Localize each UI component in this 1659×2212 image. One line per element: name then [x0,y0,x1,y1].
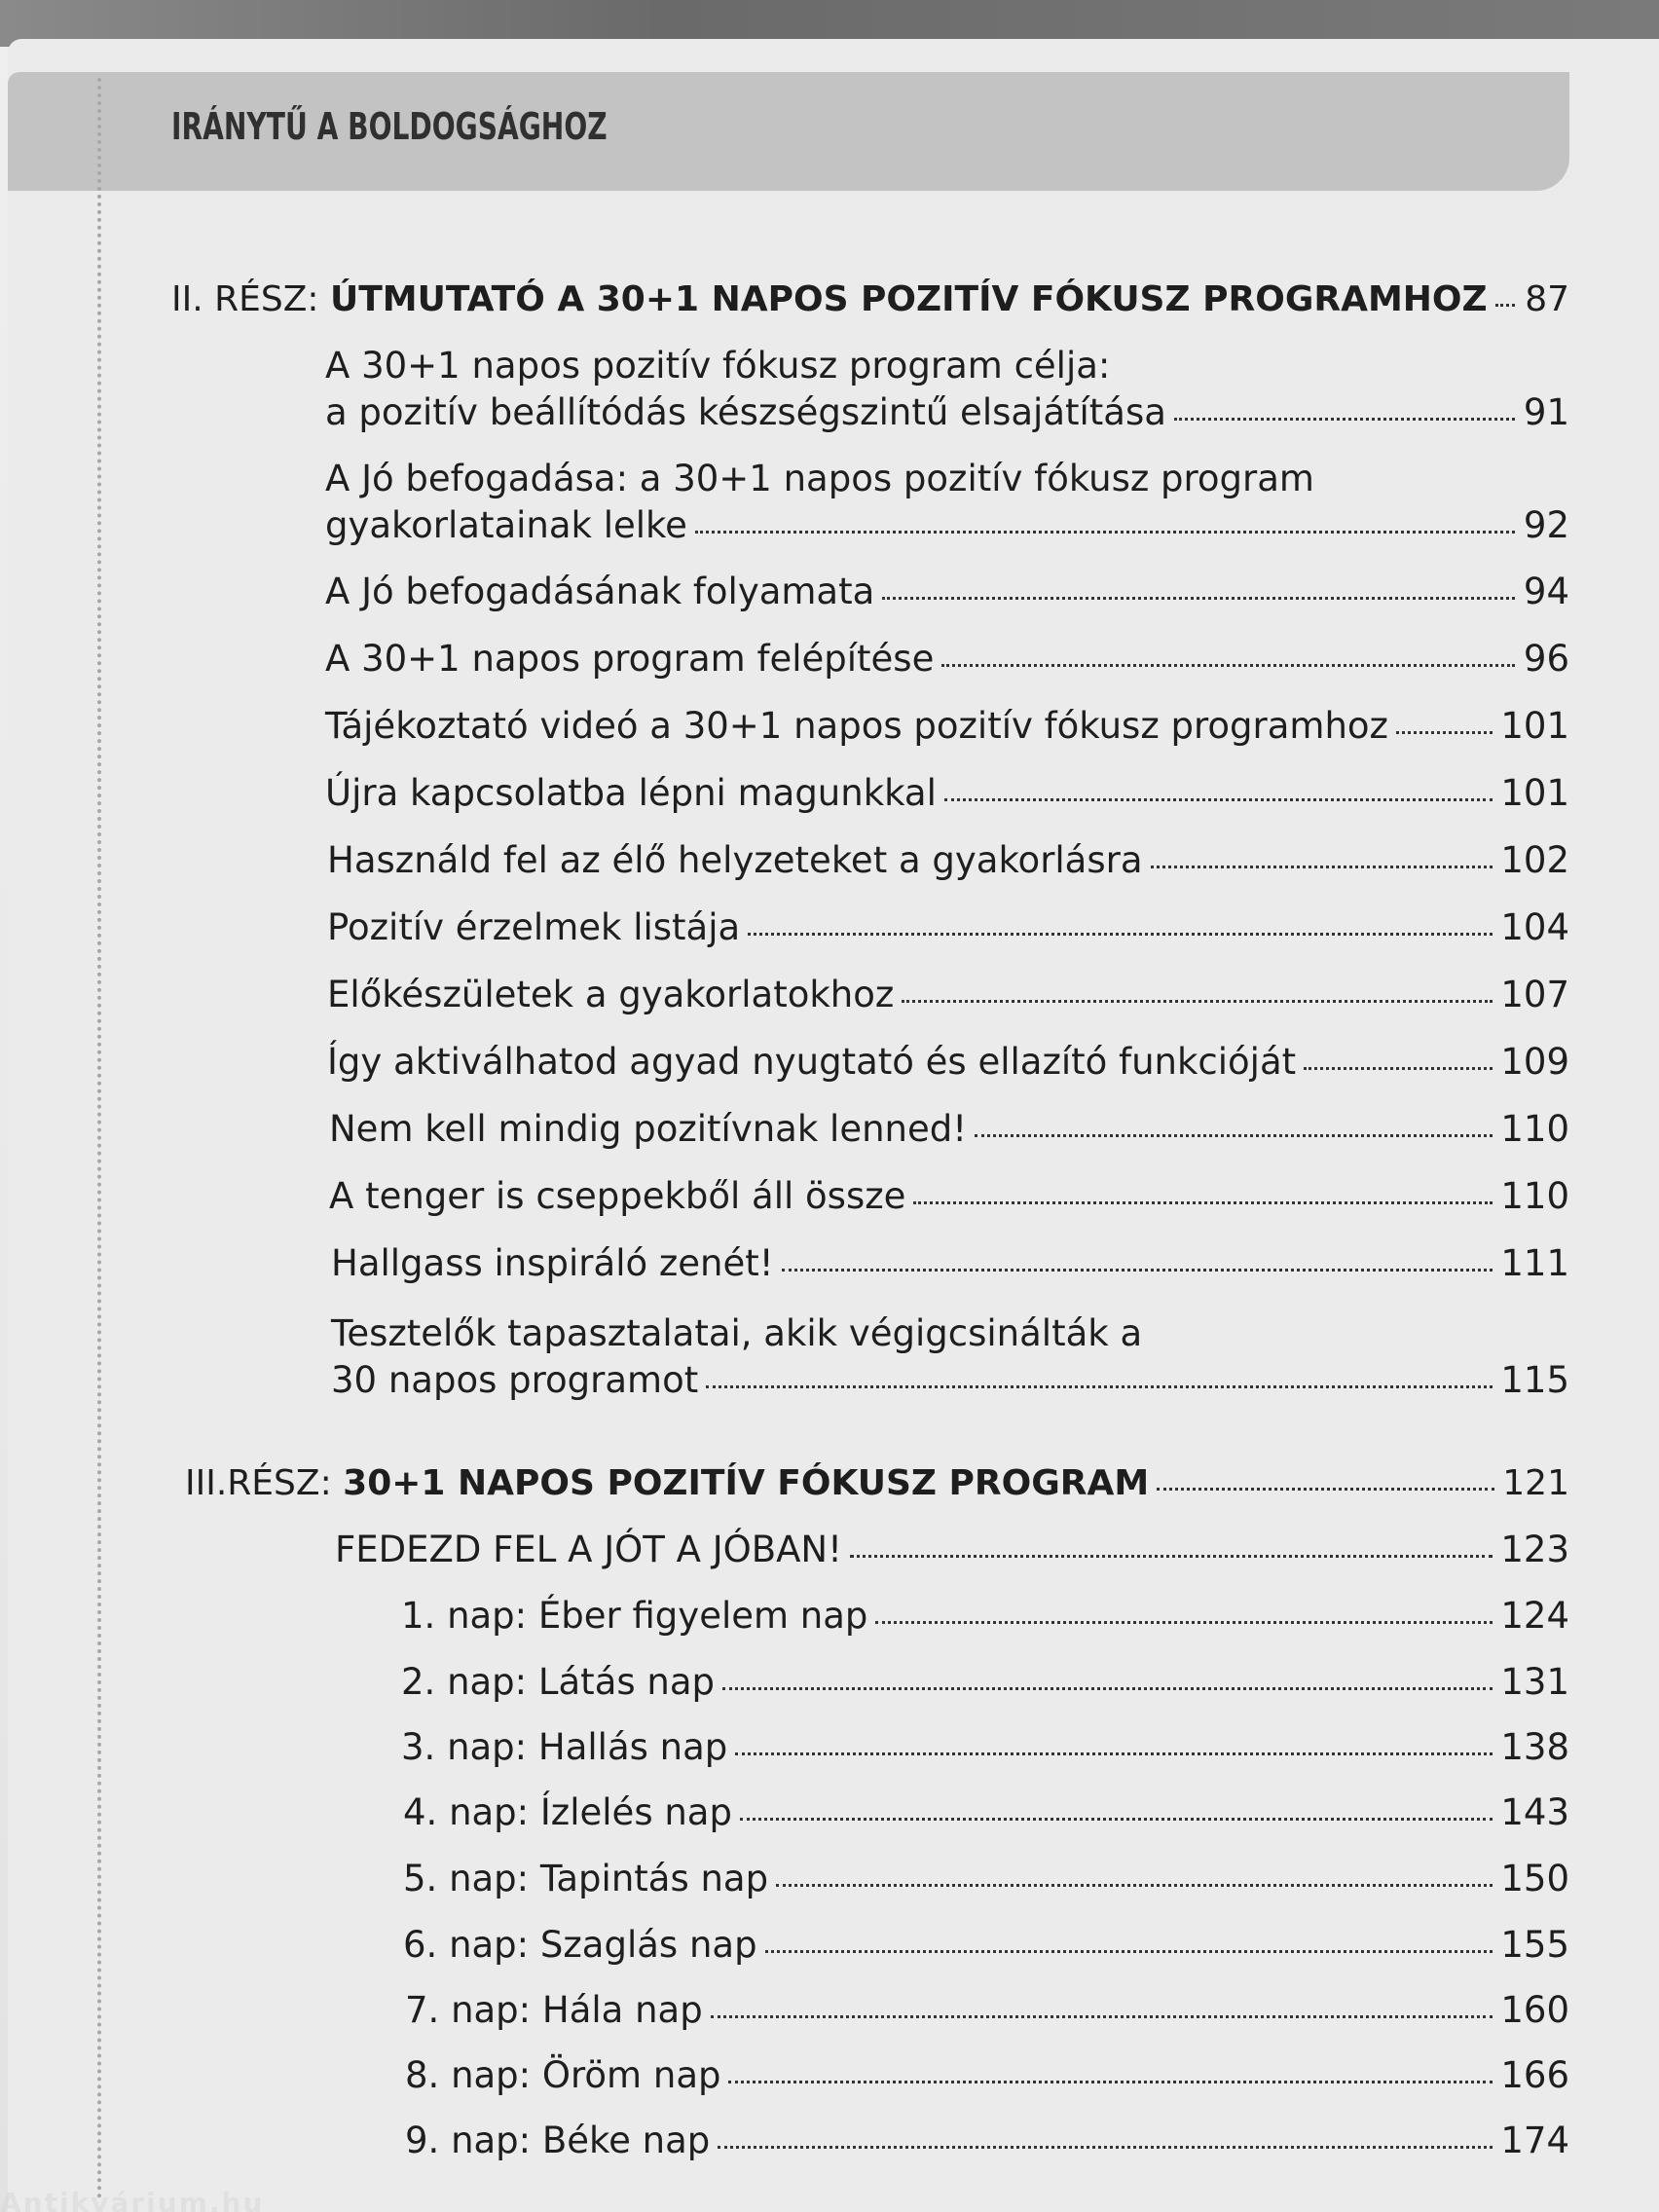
dot-leader [941,658,1515,667]
page-number: 110 [1500,1108,1569,1150]
toc-entry-label: A Jó befogadásának folyamata [325,571,875,612]
toc-entry-label: A tenger is cseppekből áll össze [329,1175,906,1217]
page-number: 174 [1500,2120,1569,2161]
toc-day-label: 9. nap: Béke nap [405,2120,711,2161]
dot-leader [1157,1482,1494,1491]
part2-heading [171,278,1569,321]
toc-entry-line1: A 30+1 napos pozitív fókusz program célja: [325,345,1111,387]
toc-entry [327,906,1569,949]
page-number: 104 [1500,906,1569,948]
toc-entry-label: Újra kapcsolatba lépni magunkkal [325,772,937,814]
dot-leader [776,1878,1493,1887]
toc-entry [331,1242,1569,1285]
toc-entry [325,504,1569,547]
toc-entry-label: gyakorlatainak lelke [325,504,687,546]
toc-day-label: 6. nap: Szaglás nap [403,1924,757,1966]
toc-day-entry [405,1989,1569,2032]
part2-title: ÚTMUTATÓ A 30+1 NAPOS POZITÍV FÓKUSZ PROGRAMHOZ [329,279,1488,319]
toc-entry-label: Pozitív érzelmek listája [327,906,741,948]
toc-day-entry [403,1924,1569,1967]
toc-entry [329,1175,1569,1218]
toc-day-label: 4. nap: Ízlelés nap [403,1791,732,1833]
page-number: 124 [1500,1595,1569,1637]
page-number: 138 [1500,1726,1569,1768]
toc-entry-label: Használd fel az élő helyzeteket a gyakorlásra [327,839,1143,881]
toc-entry-label: Tájékoztató videó a 30+1 napos pozitív fókusz programhoz [325,705,1388,747]
page-number: 111 [1500,1242,1569,1284]
toc-section [335,1529,1569,1571]
page-number: 110 [1500,1175,1569,1217]
page-number: 143 [1500,1791,1569,1833]
toc-day-entry [405,2054,1569,2097]
part2-prefix: II. RÉSZ: [171,279,319,319]
toc-day-entry [401,1661,1569,1704]
dot-leader [735,1747,1493,1755]
page-number: 94 [1523,571,1569,612]
toc-entry [327,974,1569,1016]
toc-entry [331,1359,1569,1402]
dot-leader [850,1549,1493,1558]
dot-leader [782,1263,1493,1272]
toc-entry [325,571,1569,613]
page-number: 160 [1500,1989,1569,2031]
dot-leader [711,2009,1493,2018]
dot-leader [882,591,1515,600]
toc-section-label: FEDEZD FEL A JÓT A JÓBAN! [335,1529,842,1570]
toc-entry-label: Előkészületek a gyakorlatokhoz [327,974,895,1015]
toc-day-entry [401,1726,1569,1769]
dot-leader [706,1380,1493,1388]
dot-leader [1174,412,1515,421]
watermark: Antikvárium.hu [0,2187,265,2212]
dot-leader [722,1681,1493,1690]
page-number: 101 [1500,705,1569,747]
page-number: 155 [1500,1924,1569,1966]
toc-day-entry [405,2120,1569,2162]
toc-entry-label: Nem kell mindig pozitívnak lenned! [329,1108,968,1150]
toc-entry [325,638,1569,681]
toc-entry-label: A 30+1 napos program felépítése [325,638,935,680]
toc-day-entry [403,1858,1569,1900]
dot-leader [695,525,1515,534]
page-number: 91 [1523,391,1569,433]
page-number: 150 [1500,1858,1569,1899]
part3-title: 30+1 NAPOS POZITÍV FÓKUSZ PROGRAM [343,1463,1150,1503]
toc-entry-label: Így aktiválhatod agyad nyugtató és ellazító funkcióját [327,1041,1297,1083]
toc-entry-label: a pozitív beállítódás készségszintű elsajátítása [325,391,1166,433]
toc-day-label: 5. nap: Tapintás nap [403,1858,769,1899]
page-number: 166 [1500,2054,1569,2096]
toc-entry-line1: Tesztelők tapasztalatai, akik végigcsinálták a [331,1312,1143,1354]
dot-leader [1495,298,1515,307]
dot-leader [1396,725,1493,734]
part2-heading-label [171,278,1488,321]
toc-entry [329,1108,1569,1151]
toc-entry [327,1041,1569,1084]
dot-leader [740,1812,1493,1821]
part3-heading [185,1462,1569,1505]
dot-leader [748,927,1493,936]
dot-leader [1304,1061,1493,1070]
page-number: 109 [1500,1041,1569,1083]
dot-leader [728,2075,1493,2083]
dot-leader [902,994,1493,1003]
page-number: 92 [1523,504,1569,546]
toc-entry [327,839,1569,882]
toc-entry-label: Hallgass inspiráló zenét! [331,1242,774,1284]
page-number: 123 [1500,1529,1569,1570]
toc-day-label: 1. nap: Éber figyelem nap [401,1595,868,1637]
dot-leader [975,1128,1493,1137]
toc-day-label: 7. nap: Hála nap [405,1989,703,2031]
page-number: 121 [1502,1463,1569,1503]
page-number: 101 [1500,772,1569,814]
toc-entry [325,705,1569,748]
toc-day-label: 8. nap: Öröm nap [405,2054,721,2096]
toc-day-label: 3. nap: Hallás nap [401,1726,728,1768]
toc-day-entry [403,1791,1569,1834]
page-number: 102 [1500,839,1569,881]
toc-entry [325,391,1569,434]
page-number: 107 [1500,974,1569,1015]
dot-leader [718,2140,1493,2149]
dot-leader [944,793,1493,801]
dot-leader [913,1196,1493,1204]
dot-leader [765,1944,1493,1953]
toc-day-label: 2. nap: Látás nap [401,1661,716,1703]
page-number: 115 [1500,1359,1569,1401]
dot-leader [1151,860,1493,868]
part3-heading-label [185,1462,1149,1505]
page-number: 87 [1525,279,1569,319]
toc-day-entry [401,1595,1569,1638]
running-title: IRÁNYTŰ A BOLDOGSÁGHOZ [171,105,608,148]
dot-leader [875,1615,1493,1624]
part3-prefix: III.RÉSZ: [185,1463,332,1503]
page-number: 131 [1500,1661,1569,1703]
page-number: 96 [1523,638,1569,680]
toc-entry-line1: A Jó befogadása: a 30+1 napos pozitív fókusz program [325,458,1314,499]
toc-entry-label: 30 napos programot [331,1359,699,1401]
toc-entry [325,772,1569,815]
